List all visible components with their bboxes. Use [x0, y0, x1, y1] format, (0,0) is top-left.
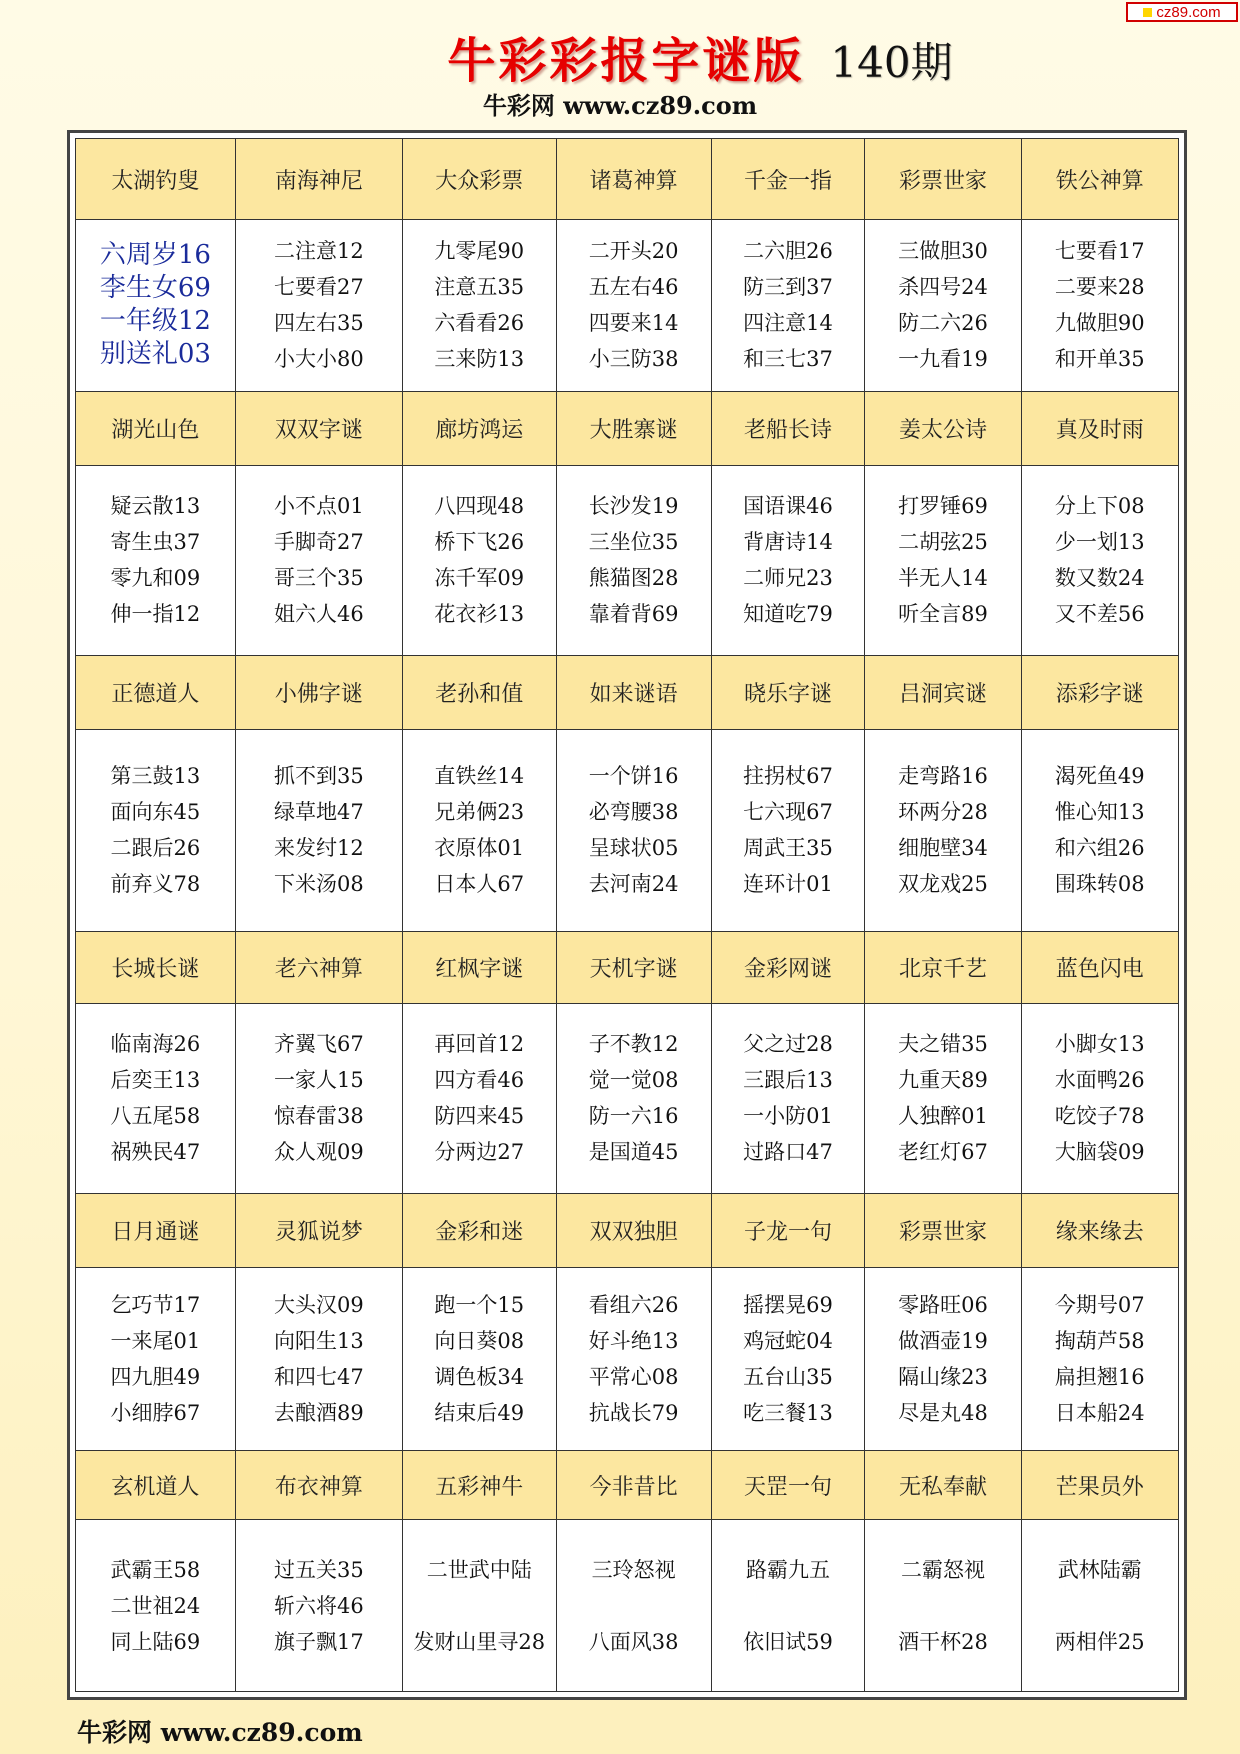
page-title: 牛彩彩报字谜版 — [447, 33, 805, 89]
prediction-cell — [865, 220, 1021, 392]
prediction-line: 零路旺06 — [898, 1292, 988, 1317]
expert-name-cell: 太湖钓叟 — [76, 139, 236, 220]
expert-name-cell: 金彩和迷 — [402, 1193, 556, 1267]
prediction-line: 过五关35 — [273, 1557, 364, 1582]
prediction-line: 祸殃民47 — [110, 1140, 201, 1165]
prediction-line: 三做胆30 — [898, 239, 988, 264]
prediction-line: 打罗锤69 — [898, 494, 988, 519]
prediction-line: 和开单35 — [1054, 347, 1145, 372]
issue-number: 140期 — [830, 38, 953, 87]
prediction-line: 今期号07 — [1054, 1292, 1145, 1317]
prediction-line: 桥下飞26 — [434, 530, 525, 555]
prediction-line: 夫之错35 — [898, 1032, 988, 1057]
empty-line — [1022, 1588, 1178, 1624]
prediction-row — [76, 1003, 1179, 1193]
expert-name-cell: 蓝色闪电 — [1021, 931, 1178, 1003]
prediction-line: 六周岁16 — [99, 240, 211, 271]
prediction-line: 半无人14 — [898, 566, 988, 591]
prediction-line: 双龙戏25 — [898, 872, 988, 897]
prediction-cell — [556, 730, 711, 932]
prediction-row — [76, 220, 1179, 392]
prediction-line: 齐翼飞67 — [273, 1032, 364, 1057]
prediction-line: 四左右35 — [273, 311, 364, 336]
prediction-row — [76, 730, 1179, 932]
prediction-line: 结束后49 — [434, 1400, 525, 1425]
expert-name-cell: 湖光山色 — [76, 391, 236, 465]
prediction-line: 二师兄23 — [743, 566, 833, 591]
prediction-cell — [1021, 1520, 1178, 1692]
expert-name-cell: 天罡一句 — [711, 1450, 865, 1520]
prediction-line: 抓不到35 — [273, 764, 364, 789]
prediction-line: 走弯路16 — [898, 764, 988, 789]
prediction-line: 去酿酒89 — [273, 1400, 364, 1425]
prediction-line: 细胞壁34 — [898, 836, 988, 861]
prediction-cell — [402, 1267, 556, 1450]
prediction-line: 鸡冠蛇04 — [743, 1328, 833, 1353]
prediction-cell — [711, 730, 865, 932]
expert-name-cell: 今非昔比 — [556, 1450, 711, 1520]
prediction-line: 一年级12 — [99, 306, 211, 337]
prediction-line: 一家人15 — [273, 1068, 364, 1093]
header-row — [76, 931, 1179, 1003]
prediction-line: 二六胆26 — [743, 239, 833, 264]
prediction-line: 下米汤08 — [273, 872, 364, 897]
prediction-cell — [865, 730, 1021, 932]
prediction-line: 三来防13 — [434, 347, 525, 372]
page-footer: 牛彩网 www.cz89.com — [77, 1718, 363, 1747]
prediction-cell — [711, 465, 865, 655]
expert-name-cell: 老船长诗 — [711, 391, 865, 465]
prediction-line: 二开头20 — [588, 239, 679, 264]
prediction-cell — [76, 1267, 236, 1450]
prediction-line: 调色板34 — [434, 1364, 525, 1389]
prediction-cell — [865, 465, 1021, 655]
prediction-cell — [556, 1003, 711, 1193]
expert-name-cell: 正德道人 — [76, 655, 236, 729]
expert-name-cell: 老六神算 — [235, 931, 402, 1003]
prediction-line: 分两边27 — [434, 1140, 525, 1165]
prediction-cell — [1021, 465, 1178, 655]
prediction-line: 和三七37 — [743, 347, 833, 372]
prediction-line: 小大小80 — [273, 347, 364, 372]
prediction-line: 连环计01 — [743, 872, 833, 897]
prediction-cell — [1021, 1003, 1178, 1193]
prediction-line: 疑云散13 — [110, 494, 201, 519]
prediction-line: 武霸王58 — [110, 1557, 201, 1582]
prediction-line: 做酒壶19 — [898, 1328, 988, 1353]
prediction-line: 衣原体01 — [434, 836, 525, 861]
prediction-cell — [76, 1003, 236, 1193]
prediction-line: 数又数24 — [1054, 566, 1145, 591]
prediction-line: 四要来14 — [588, 311, 679, 336]
prediction-cell — [711, 1003, 865, 1193]
prediction-line: 靠着背69 — [588, 602, 679, 627]
prediction-line: 知道吃79 — [743, 602, 833, 627]
prediction-cell — [235, 1267, 402, 1450]
prediction-line: 一来尾01 — [110, 1328, 201, 1353]
prediction-cell — [711, 220, 865, 392]
prediction-cell — [556, 220, 711, 392]
prediction-line: 五左右46 — [588, 275, 679, 300]
expert-name-cell: 大众彩票 — [402, 139, 556, 220]
prediction-line: 好斗绝13 — [588, 1328, 679, 1353]
prediction-cell — [235, 730, 402, 932]
prediction-line: 小不点01 — [273, 494, 364, 519]
prediction-line: 老红灯67 — [898, 1140, 988, 1165]
prediction-line: 八五尾58 — [110, 1104, 201, 1129]
prediction-line: 武林陆霸 — [1057, 1557, 1142, 1582]
expert-name-cell: 姜太公诗 — [865, 391, 1021, 465]
prediction-cell — [865, 1267, 1021, 1450]
prediction-line: 熊猫图28 — [588, 566, 679, 591]
prediction-line: 背唐诗14 — [743, 530, 833, 555]
prediction-line: 过路口47 — [743, 1140, 833, 1165]
expert-name-cell: 灵狐说梦 — [235, 1193, 402, 1267]
prediction-line: 七六现67 — [743, 800, 833, 825]
expert-name-cell: 添彩字谜 — [1021, 655, 1178, 729]
prediction-line: 临南海26 — [110, 1032, 201, 1057]
prediction-line: 渴死鱼49 — [1054, 764, 1145, 789]
prediction-line: 二胡弦25 — [898, 530, 988, 555]
prediction-cell — [711, 1520, 865, 1692]
prediction-line: 必弯腰38 — [588, 800, 679, 825]
prediction-cell — [556, 465, 711, 655]
empty-line — [403, 1588, 556, 1624]
prediction-line: 日本人67 — [434, 872, 525, 897]
expert-name-cell: 北京千艺 — [865, 931, 1021, 1003]
header-row — [76, 655, 1179, 729]
prediction-line: 手脚奇27 — [273, 530, 364, 555]
prediction-line: 去河南24 — [588, 872, 679, 897]
header-row — [76, 1450, 1179, 1520]
prediction-line: 看组六26 — [588, 1292, 679, 1317]
expert-name-cell: 真及时雨 — [1021, 391, 1178, 465]
expert-name-cell: 双双独胆 — [556, 1193, 711, 1267]
prediction-line: 平常心08 — [588, 1364, 679, 1389]
prediction-line: 围珠转08 — [1054, 872, 1145, 897]
prediction-line: 惟心知13 — [1054, 800, 1145, 825]
prediction-line: 花衣衫13 — [434, 602, 525, 627]
prediction-line: 拄拐杖67 — [743, 764, 833, 789]
prediction-line: 呈球状05 — [588, 836, 679, 861]
prediction-cell — [1021, 730, 1178, 932]
prediction-line: 少一划13 — [1054, 530, 1145, 555]
prediction-cell — [1021, 1267, 1178, 1450]
prediction-line: 七要看27 — [273, 275, 364, 300]
prediction-line: 二注意12 — [273, 239, 364, 264]
prediction-line: 依旧试59 — [743, 1629, 833, 1654]
prediction-line: 旗子飘17 — [273, 1629, 364, 1654]
prediction-line: 和四七47 — [273, 1364, 364, 1389]
expert-name-cell: 芒果员外 — [1021, 1450, 1178, 1520]
prediction-line: 分上下08 — [1054, 494, 1145, 519]
prediction-line: 一九看19 — [898, 347, 988, 372]
prediction-cell — [235, 1003, 402, 1193]
expert-name-cell: 金彩网谜 — [711, 931, 865, 1003]
header-row — [76, 139, 1179, 220]
prediction-cell — [76, 1520, 236, 1692]
prediction-line: 防三到37 — [743, 275, 833, 300]
prediction-line: 面向东45 — [110, 800, 201, 825]
prediction-line: 前弃义78 — [110, 872, 201, 897]
prediction-line: 掏葫芦58 — [1054, 1328, 1145, 1353]
prediction-line: 三坐位35 — [588, 530, 679, 555]
prediction-line: 五台山35 — [743, 1364, 833, 1389]
expert-name-cell: 天机字谜 — [556, 931, 711, 1003]
expert-name-cell: 廊坊鸿运 — [402, 391, 556, 465]
prediction-line: 四注意14 — [743, 311, 833, 336]
prediction-line: 大头汉09 — [273, 1292, 364, 1317]
prediction-line: 隔山缘23 — [898, 1364, 988, 1389]
prediction-line: 小细脖67 — [110, 1400, 201, 1425]
prediction-line: 小三防38 — [588, 347, 679, 372]
prediction-line: 摇摆晃69 — [743, 1292, 833, 1317]
prediction-line: 六看看26 — [434, 311, 525, 336]
prediction-line: 斩六将46 — [273, 1593, 364, 1618]
riddle-table — [75, 138, 1179, 1692]
prediction-line: 九重天89 — [898, 1068, 988, 1093]
prediction-line: 二世祖24 — [110, 1593, 201, 1618]
prediction-line: 两相伴25 — [1054, 1629, 1145, 1654]
prediction-line: 人独醉01 — [898, 1104, 988, 1129]
prediction-line: 四方看46 — [434, 1068, 525, 1093]
expert-name-cell: 晓乐字谜 — [711, 655, 865, 729]
prediction-line: 直铁丝14 — [434, 764, 525, 789]
prediction-cell — [556, 1267, 711, 1450]
expert-name-cell: 日月通谜 — [76, 1193, 236, 1267]
expert-name-cell: 吕洞宾谜 — [865, 655, 1021, 729]
expert-name-cell: 无私奉献 — [865, 1450, 1021, 1520]
prediction-line: 三玲怒视 — [591, 1557, 676, 1582]
site-subtitle: 牛彩网 www.cz89.com — [482, 91, 758, 120]
prediction-line: 发财山里寻28 — [413, 1629, 546, 1654]
prediction-line: 大脑袋09 — [1054, 1140, 1145, 1165]
prediction-cell — [711, 1267, 865, 1450]
prediction-line: 防二六26 — [898, 311, 988, 336]
prediction-line: 吃饺子78 — [1054, 1104, 1145, 1129]
expert-name-cell: 南海神尼 — [235, 139, 402, 220]
prediction-line: 听全言89 — [898, 602, 988, 627]
prediction-line: 九做胆90 — [1054, 311, 1145, 336]
prediction-line: 第三鼓13 — [110, 764, 201, 789]
prediction-line: 七要看17 — [1054, 239, 1145, 264]
prediction-cell — [865, 1003, 1021, 1193]
prediction-line: 防一六16 — [588, 1104, 679, 1129]
prediction-line: 日本船24 — [1054, 1400, 1145, 1425]
expert-name-cell: 玄机道人 — [76, 1450, 236, 1520]
prediction-line: 觉一觉08 — [588, 1068, 679, 1093]
expert-name-cell: 五彩神牛 — [402, 1450, 556, 1520]
expert-name-cell: 双双字谜 — [235, 391, 402, 465]
expert-name-cell: 大胜寨谜 — [556, 391, 711, 465]
prediction-cell — [235, 220, 402, 392]
title-row — [0, 22, 1240, 92]
prediction-line: 防四来45 — [434, 1104, 525, 1129]
prediction-cell — [76, 220, 236, 392]
expert-name-cell: 如来谜语 — [556, 655, 711, 729]
prediction-line: 跑一个15 — [434, 1292, 525, 1317]
prediction-cell — [402, 465, 556, 655]
prediction-line: 环两分28 — [898, 800, 988, 825]
header-row — [76, 1193, 1179, 1267]
prediction-cell — [402, 1003, 556, 1193]
prediction-line: 三跟后13 — [743, 1068, 833, 1093]
prediction-line: 一小防01 — [743, 1104, 833, 1129]
prediction-row — [76, 1520, 1179, 1692]
prediction-line: 酒干杯28 — [898, 1629, 988, 1654]
prediction-line: 扁担翘16 — [1054, 1364, 1145, 1389]
prediction-line: 是国道45 — [588, 1140, 679, 1165]
header-row — [76, 391, 1179, 465]
prediction-line: 尽是丸48 — [898, 1400, 988, 1425]
expert-name-cell: 长城长谜 — [76, 931, 236, 1003]
expert-name-cell: 布衣神算 — [235, 1450, 402, 1520]
prediction-line: 绿草地47 — [273, 800, 364, 825]
prediction-line: 父之过28 — [743, 1032, 833, 1057]
prediction-line: 同上陆69 — [110, 1629, 201, 1654]
prediction-line: 兄弟俩23 — [434, 800, 525, 825]
prediction-line: 众人观09 — [273, 1140, 364, 1165]
prediction-line: 再回首12 — [434, 1032, 525, 1057]
expert-name-cell: 红枫字谜 — [402, 931, 556, 1003]
prediction-line: 二霸怒视 — [900, 1557, 985, 1582]
prediction-line: 乞巧节17 — [110, 1292, 201, 1317]
prediction-line: 八面风38 — [588, 1629, 679, 1654]
expert-name-cell: 诸葛神算 — [556, 139, 711, 220]
prediction-row — [76, 1267, 1179, 1450]
empty-line — [712, 1588, 865, 1624]
prediction-cell — [865, 1520, 1021, 1692]
prediction-line: 长沙发19 — [588, 494, 679, 519]
prediction-row — [76, 465, 1179, 655]
prediction-line: 后奕王13 — [110, 1068, 201, 1093]
expert-name-cell: 彩票世家 — [865, 1193, 1021, 1267]
riddle-table-frame — [67, 130, 1187, 1700]
expert-name-cell: 彩票世家 — [865, 139, 1021, 220]
expert-name-cell: 老孙和值 — [402, 655, 556, 729]
prediction-line: 冻千军09 — [434, 566, 525, 591]
prediction-cell — [402, 220, 556, 392]
prediction-line: 吃三餐13 — [743, 1400, 833, 1425]
prediction-line: 别送礼03 — [99, 339, 211, 370]
prediction-cell — [1021, 220, 1178, 392]
prediction-line: 姐六人46 — [273, 602, 364, 627]
prediction-line: 四九胆49 — [110, 1364, 201, 1389]
prediction-line: 注意五35 — [434, 275, 525, 300]
prediction-cell — [76, 465, 236, 655]
expert-name-cell: 千金一指 — [711, 139, 865, 220]
prediction-line: 国语课46 — [743, 494, 833, 519]
prediction-line: 抗战长79 — [588, 1400, 679, 1425]
prediction-line: 哥三个35 — [273, 566, 364, 591]
badge-text: cz89.com — [1156, 3, 1221, 21]
prediction-line: 八四现48 — [434, 494, 525, 519]
prediction-line: 水面鸭26 — [1054, 1068, 1145, 1093]
prediction-line: 杀四号24 — [898, 275, 988, 300]
prediction-line: 寄生虫37 — [110, 530, 201, 555]
prediction-cell — [76, 730, 236, 932]
prediction-line: 李生女69 — [99, 273, 211, 304]
prediction-line: 二世武中陆 — [426, 1557, 532, 1582]
prediction-line: 九零尾90 — [434, 239, 525, 264]
expert-name-cell: 子龙一句 — [711, 1193, 865, 1267]
empty-line — [865, 1588, 1020, 1624]
expert-name-cell: 铁公神算 — [1021, 139, 1178, 220]
prediction-cell — [235, 1520, 402, 1692]
prediction-line: 子不教12 — [588, 1032, 679, 1057]
prediction-line: 路霸九五 — [746, 1557, 830, 1582]
prediction-cell — [402, 1520, 556, 1692]
prediction-line: 又不差56 — [1054, 602, 1145, 627]
prediction-line: 二跟后26 — [110, 836, 201, 861]
prediction-line: 来发纣12 — [273, 836, 364, 861]
expert-name-cell: 缘来缘去 — [1021, 1193, 1178, 1267]
prediction-cell — [402, 730, 556, 932]
prediction-cell — [556, 1520, 711, 1692]
empty-line — [557, 1588, 711, 1624]
prediction-line: 二要来28 — [1054, 275, 1145, 300]
prediction-line: 一个饼16 — [588, 764, 679, 789]
prediction-line: 周武王35 — [743, 836, 833, 861]
prediction-cell — [235, 465, 402, 655]
site-badge[interactable] — [1126, 2, 1238, 22]
prediction-line: 零九和09 — [110, 566, 201, 591]
prediction-line: 伸一指12 — [110, 602, 201, 627]
prediction-line: 向日葵08 — [434, 1328, 525, 1353]
expert-name-cell: 小佛字谜 — [235, 655, 402, 729]
prediction-line: 惊春雷38 — [273, 1104, 364, 1129]
prediction-line: 和六组26 — [1054, 836, 1145, 861]
badge-square-icon — [1143, 8, 1152, 17]
prediction-line: 向阳生13 — [273, 1328, 364, 1353]
prediction-line: 小脚女13 — [1054, 1032, 1145, 1057]
